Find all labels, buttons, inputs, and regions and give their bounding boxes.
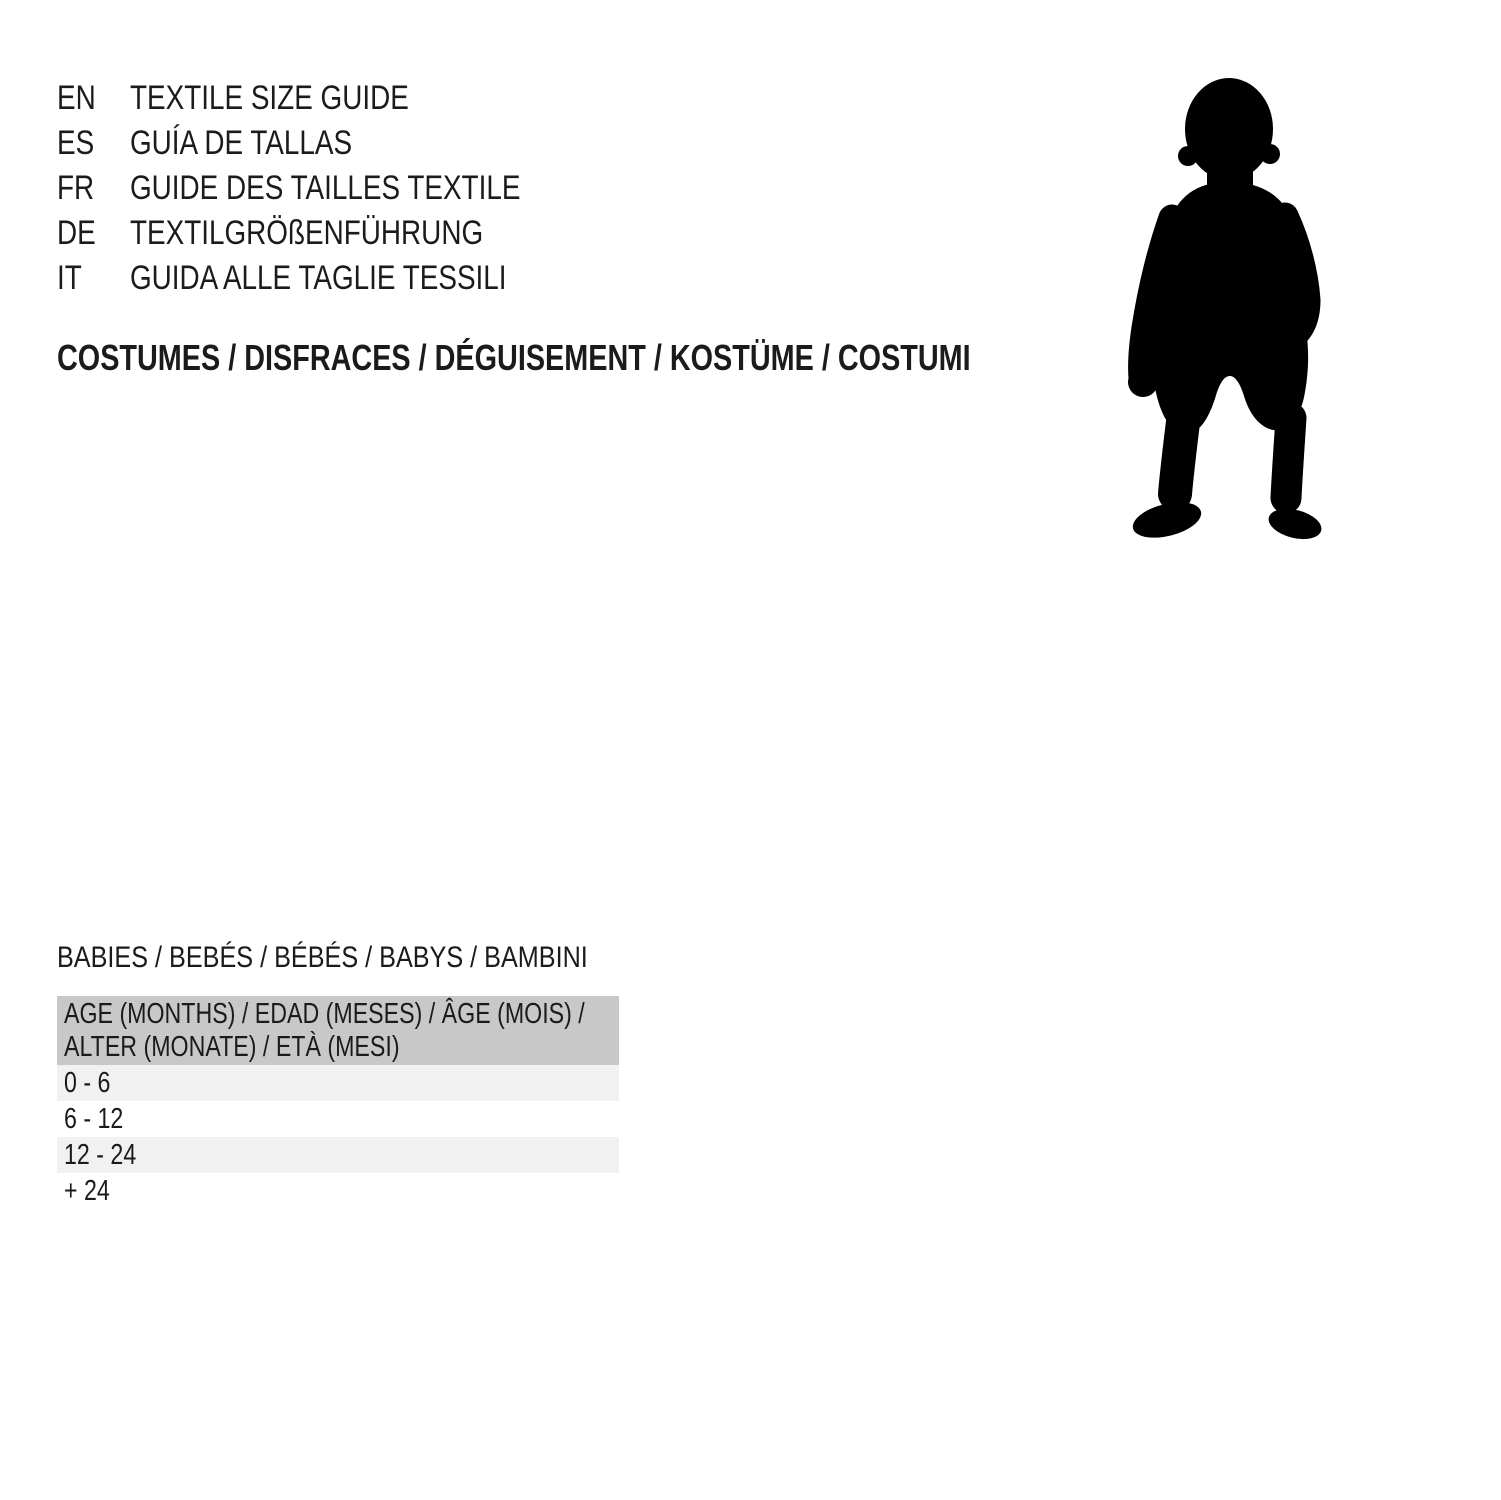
language-label: GUÍA DE TALLAS [129, 124, 353, 162]
language-row-de [57, 211, 520, 256]
language-row-fr [57, 166, 520, 211]
language-row-es [57, 121, 520, 166]
language-row-it [57, 256, 520, 301]
language-label: GUIDE DES TAILLES TEXTILE [129, 169, 521, 207]
table-row-6-12: 6 - 12 [64, 1103, 124, 1135]
size-section-title: BABIES / BEBÉS / BÉBÉS / BABYS / BAMBINI [57, 941, 588, 974]
table-row-12-24: 12 - 24 [57, 1137, 619, 1173]
language-code: ES [57, 124, 95, 162]
language-code: FR [57, 169, 95, 207]
table-row-plus-24: + 24 [64, 1175, 110, 1207]
language-code: IT [57, 259, 82, 297]
language-label: TEXTILGRÖßENFÜHRUNG [129, 214, 484, 252]
age-size-table [57, 996, 619, 1209]
baby-silhouette-icon [1128, 76, 1322, 542]
category-title: COSTUMES / DISFRACES / DÉGUISEMENT / KOSTÜME / COSTUMI [57, 337, 971, 378]
language-row-en [57, 76, 520, 121]
language-label: GUIDA ALLE TAGLIE TESSILI [129, 259, 507, 297]
language-code: EN [57, 79, 96, 117]
language-list [57, 76, 622, 301]
age-table-header-line-1: AGE (MONTHS) / EDAD (MESES) / ÂGE (MOIS) / [64, 998, 585, 1030]
table-row-0-6: 0 - 6 [57, 1065, 619, 1101]
age-table-header-line-2: ALTER (MONATE) / ETÀ (MESI) [64, 1031, 400, 1063]
language-code: DE [57, 214, 96, 252]
language-label: TEXTILE SIZE GUIDE [129, 79, 409, 117]
age-table-header [57, 996, 619, 1065]
